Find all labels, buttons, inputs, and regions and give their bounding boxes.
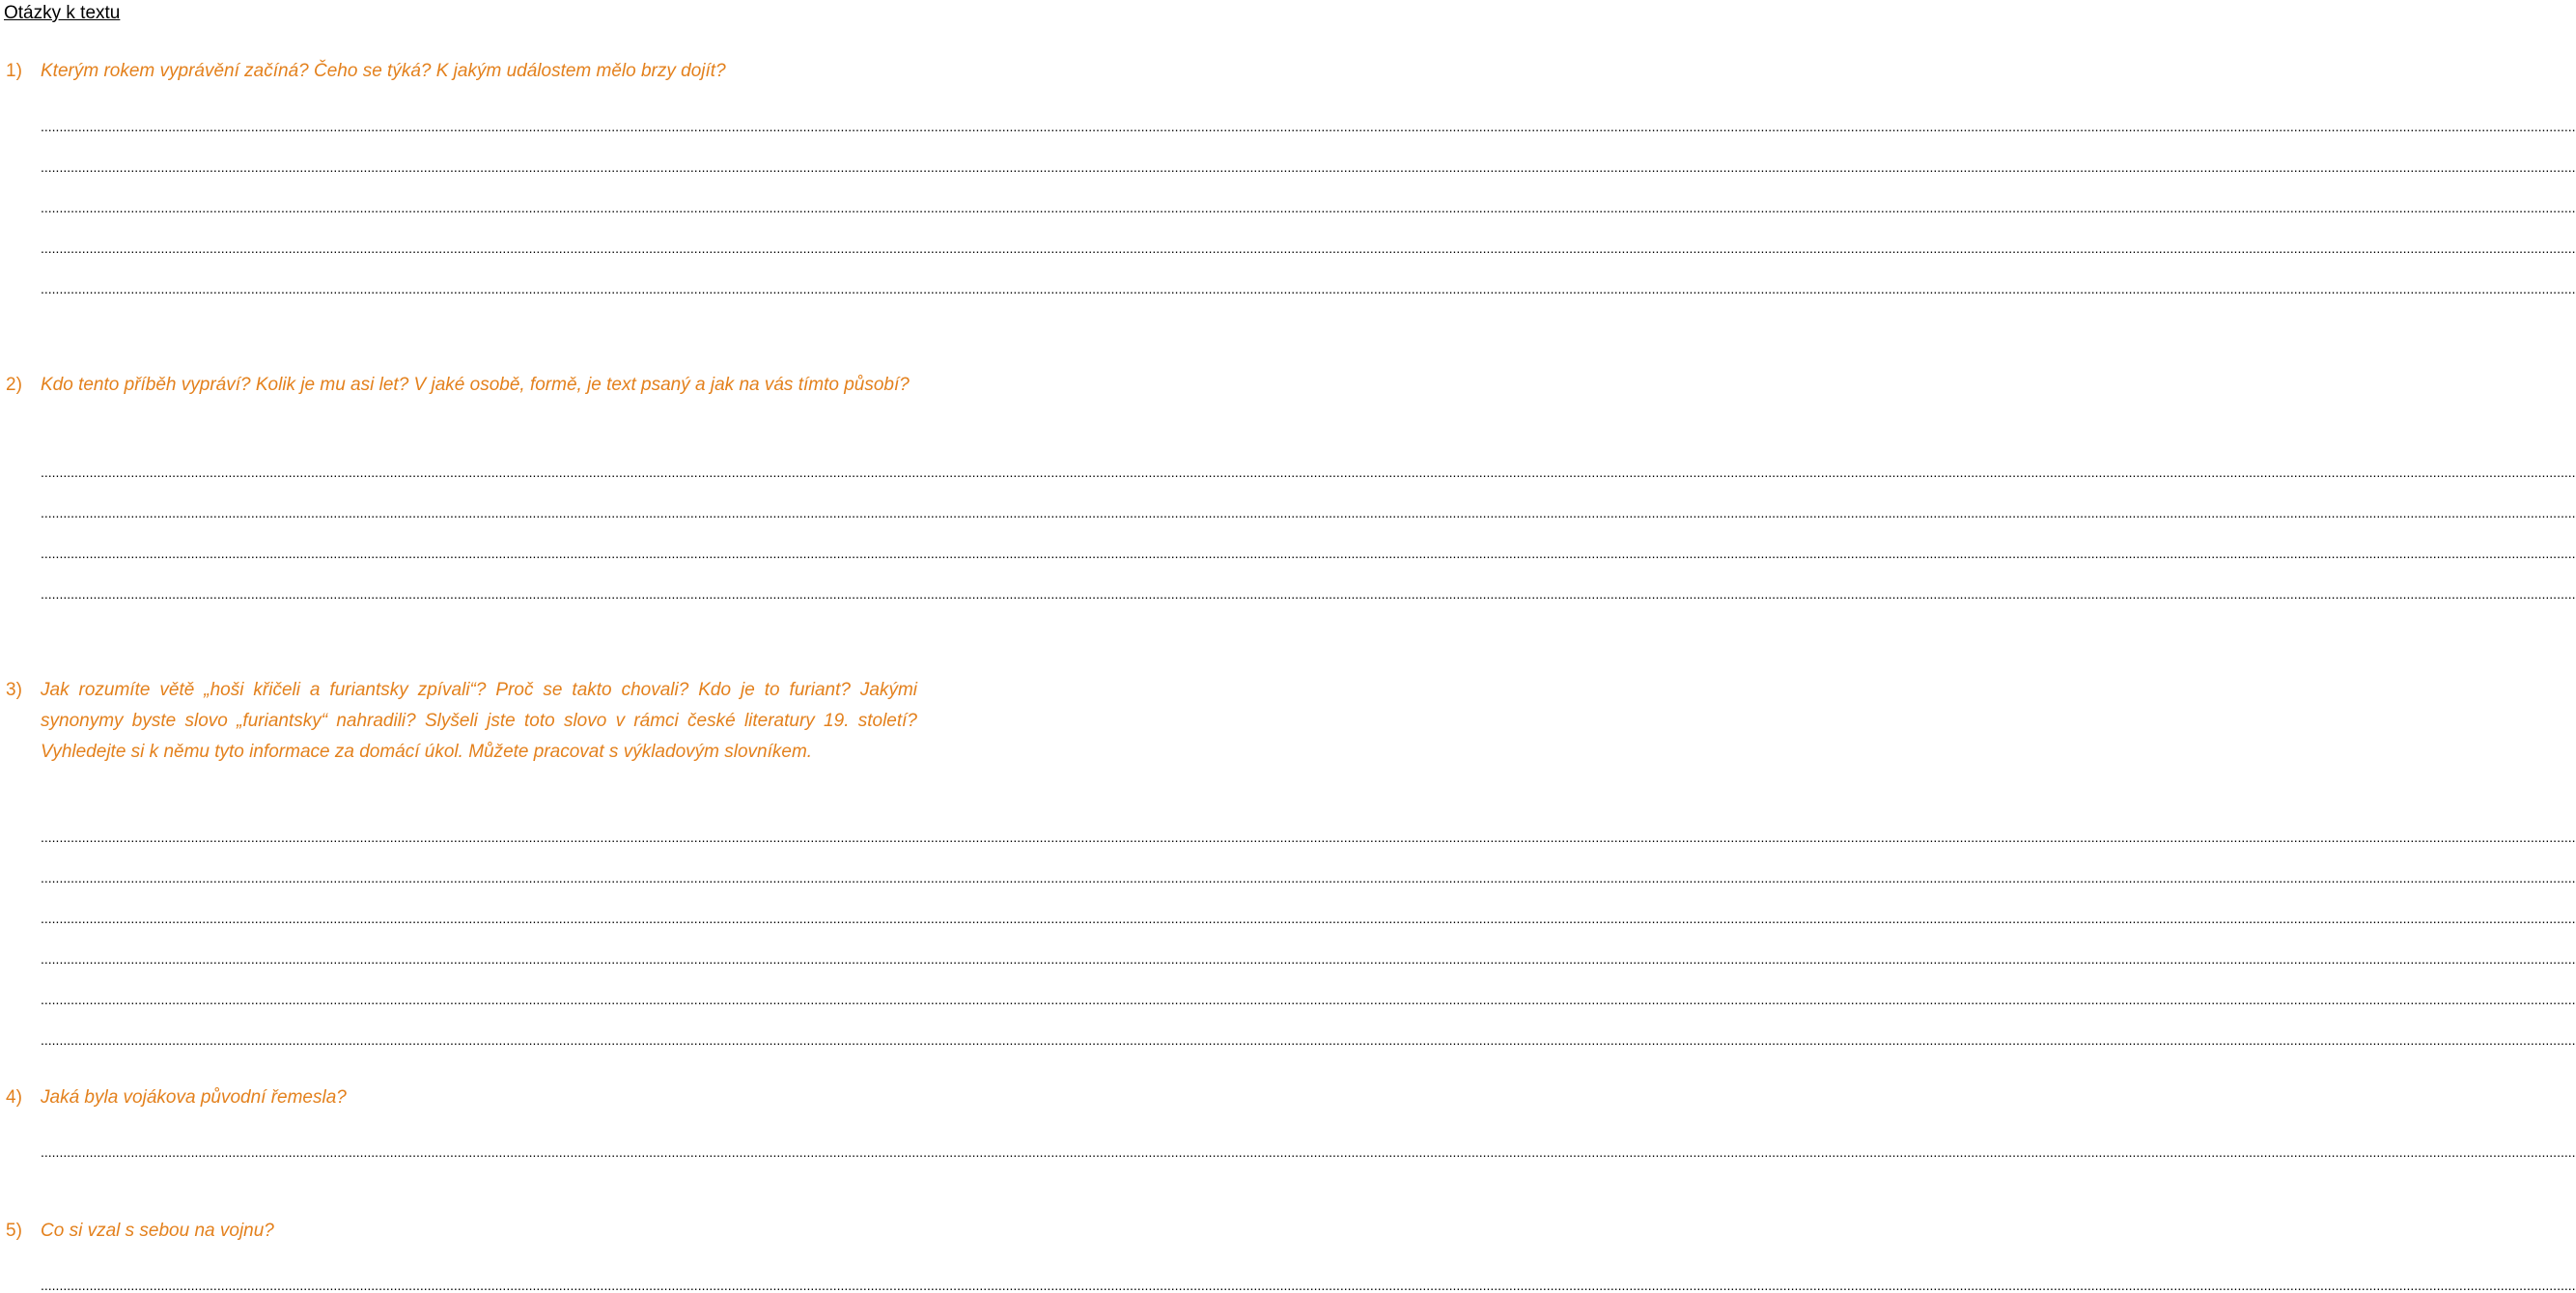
- answer-line[interactable]: ...................................................................................................................................................................................................................................................................................................................................................................................................................................................................................................................................................................................................................................................................................................: [41, 911, 2576, 926]
- answer-line[interactable]: ...................................................................................................................................................................................................................................................................................................................................................................................................................................................................................................................................................................................................................................................................................................: [41, 200, 2576, 215]
- question-5-number: 5): [6, 1221, 22, 1241]
- question-3-text: Jak rozumíte větě „hoši křičeli a furiantsky zpívali“? Proč se takto chovali? Kdo je to furiant? Jakými synonymy byste slovo „furiantsky“ nahradili? Slyšeli jste toto slovo v rámci české literatury 19. století? Vyhledejte si k němu tyto informace za domácí úkol. Můžete pracovat s výkladovým slovníkem.: [41, 680, 917, 762]
- answer-line[interactable]: ...................................................................................................................................................................................................................................................................................................................................................................................................................................................................................................................................................................................................................................................................................................: [41, 464, 2576, 480]
- question-5: [0, 1216, 927, 1247]
- answer-line[interactable]: ...................................................................................................................................................................................................................................................................................................................................................................................................................................................................................................................................................................................................................................................................................................: [41, 586, 2576, 602]
- answer-line[interactable]: ...................................................................................................................................................................................................................................................................................................................................................................................................................................................................................................................................................................................................................................................................................................: [41, 992, 2576, 1007]
- answer-line[interactable]: ...................................................................................................................................................................................................................................................................................................................................................................................................................................................................................................................................................................................................................................................................................................: [41, 119, 2576, 134]
- answer-line[interactable]: ...................................................................................................................................................................................................................................................................................................................................................................................................................................................................................................................................................................................................................................................................................................: [41, 505, 2576, 520]
- question-1-text: Kterým rokem vyprávění začíná? Čeho se týká? K jakým událostem mělo brzy dojít?: [41, 61, 726, 81]
- answer-line[interactable]: ...................................................................................................................................................................................................................................................................................................................................................................................................................................................................................................................................................................................................................................................................................................: [41, 281, 2576, 296]
- answer-line[interactable]: ...................................................................................................................................................................................................................................................................................................................................................................................................................................................................................................................................................................................................................................................................................................: [41, 546, 2576, 561]
- question-1-number: 1): [6, 61, 22, 81]
- question-4-number: 4): [6, 1087, 22, 1108]
- answer-line[interactable]: ...................................................................................................................................................................................................................................................................................................................................................................................................................................................................................................................................................................................................................................................................................................: [41, 1278, 2576, 1293]
- question-5-text: Co si vzal s sebou na vojnu?: [41, 1221, 274, 1241]
- answer-line[interactable]: ...................................................................................................................................................................................................................................................................................................................................................................................................................................................................................................................................................................................................................................................................................................: [41, 829, 2576, 845]
- question-4-text: Jaká byla vojákova původní řemesla?: [41, 1087, 347, 1108]
- answer-line[interactable]: ...................................................................................................................................................................................................................................................................................................................................................................................................................................................................................................................................................................................................................................................................................................: [41, 159, 2576, 175]
- answer-line[interactable]: ...................................................................................................................................................................................................................................................................................................................................................................................................................................................................................................................................................................................................................................................................................................: [41, 951, 2576, 967]
- question-2-text: Kdo tento příběh vypráví? Kolik je mu asi let? V jaké osobě, formě, je text psaný a jak na vás tímto působí?: [41, 375, 910, 395]
- answer-line[interactable]: ...................................................................................................................................................................................................................................................................................................................................................................................................................................................................................................................................................................................................................................................................................................: [41, 1144, 2576, 1160]
- question-4: [0, 1082, 927, 1113]
- answer-line[interactable]: ...................................................................................................................................................................................................................................................................................................................................................................................................................................................................................................................................................................................................................................................................................................: [41, 240, 2576, 256]
- answer-line[interactable]: ...................................................................................................................................................................................................................................................................................................................................................................................................................................................................................................................................................................................................................................................................................................: [41, 1032, 2576, 1048]
- question-2: [0, 370, 927, 432]
- question-3: [0, 675, 927, 799]
- question-3-number: 3): [6, 680, 22, 700]
- page-title: Otázky k textu: [4, 3, 121, 23]
- question-1: [0, 56, 927, 87]
- question-2-number: 2): [6, 375, 22, 395]
- answer-line[interactable]: ...................................................................................................................................................................................................................................................................................................................................................................................................................................................................................................................................................................................................................................................................................................: [41, 870, 2576, 885]
